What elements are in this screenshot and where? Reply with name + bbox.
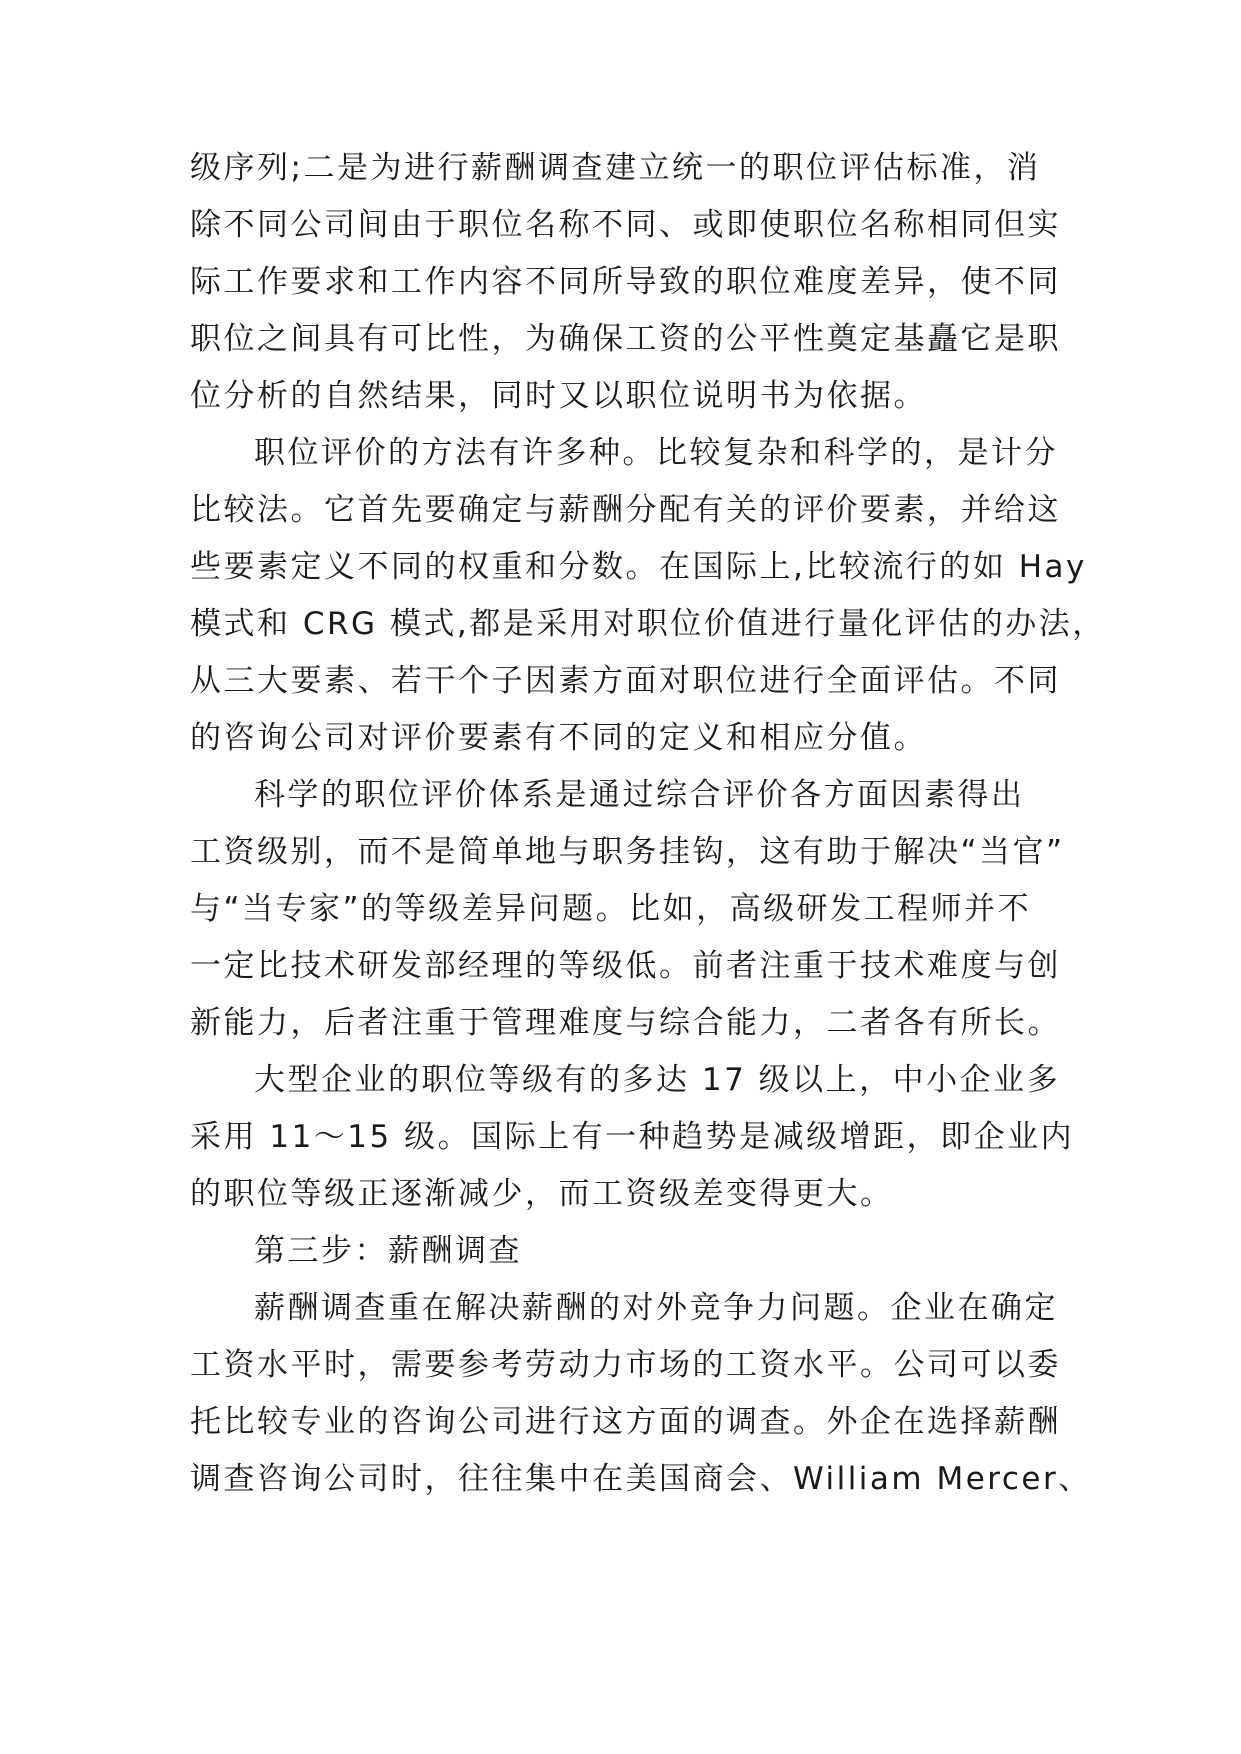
- paragraph-first-line: 科学的职位评价体系是通过综合评价各方面因素得出: [254, 777, 1025, 813]
- paragraph-first-line: 职位评价的方法有许多种。比较复杂和科学的，是计分: [254, 435, 1058, 471]
- body-line: 的咨询公司对评价要素有不同的定义和相应分值。: [190, 720, 927, 756]
- paragraph-first-line: 薪酬调查重在解决薪酬的对外竞争力问题。企业在确定: [254, 1290, 1058, 1326]
- body-line: 际工作要求和工作内容不同所导致的职位难度差异，使不同: [190, 264, 1061, 300]
- body-line: 与“当专家”的等级差异问题。比如，高级研发工程师并不: [190, 891, 1032, 927]
- body-line: 位分析的自然结果，同时又以职位说明书为依据。: [190, 378, 927, 414]
- body-line: 些要素定义不同的权重和分数。在国际上,比较流行的如 Hay: [190, 549, 1087, 585]
- body-line: 除不同公司间由于职位名称不同、或即使职位名称相同但实: [190, 207, 1061, 243]
- body-line: 职位之间具有可比性，为确保工资的公平性奠定基矗它是职: [190, 321, 1061, 357]
- body-line: 工资级别，而不是简单地与职务挂钩，这有助于解决“当官”: [190, 834, 1065, 870]
- body-line: 工资水平时，需要参考劳动力市场的工资水平。公司可以委: [190, 1347, 1061, 1383]
- body-line: 新能力，后者注重于管理难度与综合能力，二者各有所长。: [190, 1005, 1061, 1041]
- body-line: 托比较专业的咨询公司进行这方面的调查。外企在选择薪酬: [190, 1404, 1061, 1440]
- body-line: 级序列;二是为进行薪酬调查建立统一的职位评估标准，消: [190, 150, 1041, 186]
- section-heading: 第三步：薪酬调查: [254, 1233, 522, 1269]
- body-line: 的职位等级正逐渐减少，而工资级差变得更大。: [190, 1176, 894, 1212]
- body-line: 比较法。它首先要确定与薪酬分配有关的评价要素，并给这: [190, 492, 1061, 528]
- body-line: 模式和 CRG 模式,都是采用对职位价值进行量化评估的办法，: [190, 606, 1106, 642]
- paragraph-first-line: 大型企业的职位等级有的多达 17 级以上，中小企业多: [254, 1062, 1061, 1098]
- body-line: 一定比技术研发部经理的等级低。前者注重于技术难度与创: [190, 948, 1061, 984]
- body-line: 采用 11～15 级。国际上有一种趋势是减级增距，即企业内: [190, 1119, 1075, 1155]
- body-line: 从三大要素、若干个子因素方面对职位进行全面评估。不同: [190, 663, 1061, 699]
- body-line: 调查咨询公司时，往往集中在美国商会、William Mercer、: [190, 1461, 1092, 1497]
